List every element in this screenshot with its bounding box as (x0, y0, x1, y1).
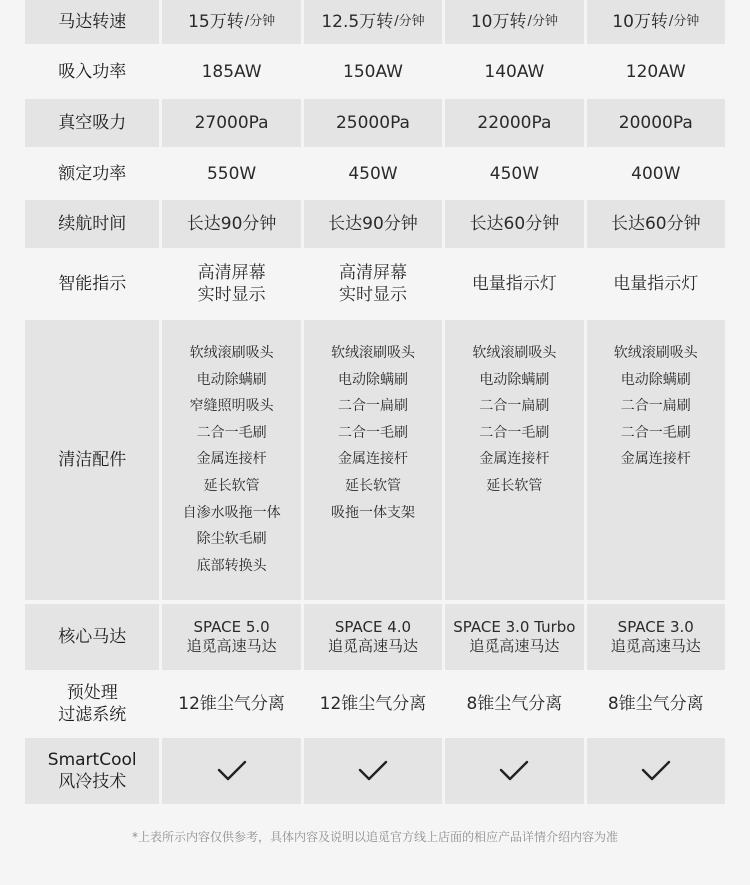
value-cell: 软绒滚刷吸头 电动除螨刷 二合一扁刷 二合一毛刷 金属连接杆 (587, 320, 725, 600)
row-runtime (25, 200, 725, 248)
row-label: 预处理 过滤系统 (58, 683, 127, 725)
value-cell: 软绒滚刷吸头 电动除螨刷 窄缝照明吸头 二合一毛刷 金属连接杆 延长软管 自渗水吸拖一体 除尘软毛刷 底部转换头 (162, 320, 300, 600)
value-cell: 长达90分钟 (304, 200, 442, 248)
value-cell: 120AW (625, 61, 686, 82)
value-cell: 140AW (484, 61, 545, 82)
value-cell: 20000Pa (587, 99, 725, 147)
check-icon (357, 759, 389, 783)
row-vacuum-suction (25, 99, 725, 147)
check-icon (216, 759, 248, 783)
row-label: 额定功率 (58, 163, 127, 184)
check-icon (498, 759, 530, 783)
row-smart-indicator (25, 248, 725, 320)
row-label: 智能指示 (58, 274, 127, 294)
row-label: 续航时间 (25, 200, 159, 248)
value-cell: 长达90分钟 (162, 200, 300, 248)
value-cell: 25000Pa (304, 99, 442, 147)
value-cell: 12锥尘气分离 (178, 694, 285, 714)
value-cell: 450W (489, 163, 540, 184)
row-core-motor (25, 604, 725, 670)
value-cell: 150AW (343, 61, 403, 82)
value-cell: 15万转 /分钟 (162, 0, 300, 44)
value-cell: 长达60分钟 (445, 200, 583, 248)
value-cell: SPACE 3.0 追觅高速马达 (587, 604, 725, 670)
value-cell: 12.5万转 /分钟 (304, 0, 442, 44)
value-cell: SPACE 5.0 追觅高速马达 (162, 604, 300, 670)
row-smartcool (25, 738, 725, 804)
value-cell: 185AW (201, 61, 262, 82)
row-cleaning-accessories (25, 320, 725, 600)
row-label: SmartCool 风冷技术 (25, 738, 159, 804)
value-cell (304, 738, 442, 804)
value-cell: 550W (206, 163, 257, 184)
check-icon (640, 759, 672, 783)
value-cell (445, 738, 583, 804)
row-motor-speed (25, 0, 725, 44)
row-suction-power (25, 44, 725, 99)
value-cell: 8锥尘气分离 (607, 694, 704, 714)
value-cell: SPACE 4.0 追觅高速马达 (304, 604, 442, 670)
value-cell: 12锥尘气分离 (319, 694, 427, 714)
value-cell: 电量指示灯 (471, 274, 557, 294)
value-cell: 400W (631, 163, 681, 184)
row-filtration-system (25, 670, 725, 738)
value-cell: SPACE 3.0 Turbo 追觅高速马达 (445, 604, 583, 670)
value-cell: 电量指示灯 (613, 274, 699, 294)
row-label: 马达转速 (25, 0, 159, 44)
row-label: 真空吸力 (25, 99, 159, 147)
row-rated-power (25, 147, 725, 200)
value-cell: 长达60分钟 (587, 200, 725, 248)
row-label: 核心马达 (25, 604, 159, 670)
value-cell: 软绒滚刷吸头 电动除螨刷 二合一扁刷 二合一毛刷 金属连接杆 延长软管 吸拖一体支架 (304, 320, 442, 600)
value-cell: 22000Pa (445, 99, 583, 147)
row-label: 吸入功率 (58, 61, 127, 82)
row-label: 清洁配件 (25, 320, 159, 600)
value-cell: 450W (348, 163, 398, 184)
value-cell (162, 738, 300, 804)
value-cell: 27000Pa (162, 99, 300, 147)
value-cell (587, 738, 725, 804)
value-cell: 8锥尘气分离 (466, 694, 563, 714)
value-cell: 10万转 /分钟 (445, 0, 583, 44)
footer-disclaimer: *上表所示内容仅供参考，具体内容及说明以追觅官方线上店面的相应产品详情介绍内容为准 (131, 830, 618, 844)
value-cell: 高清屏幕 实时显示 (197, 263, 266, 305)
value-cell: 高清屏幕 实时显示 (338, 263, 407, 305)
value-cell: 10万转 /分钟 (587, 0, 725, 44)
value-cell: 软绒滚刷吸头 电动除螨刷 二合一扁刷 二合一毛刷 金属连接杆 延长软管 (445, 320, 583, 600)
